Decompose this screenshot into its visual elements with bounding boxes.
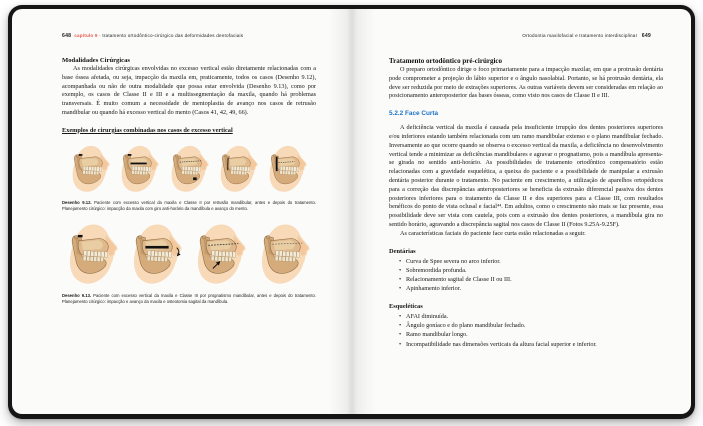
left-page-column xyxy=(62,57,316,305)
left-page-number: 648 xyxy=(62,33,72,39)
skeletal-list-heading: Esqueléticas xyxy=(389,302,423,310)
jaw-illustration xyxy=(192,222,250,289)
left-subheading: Exemplos de cirurgias combinadas nos casos de excesso vertical xyxy=(62,126,233,134)
skeletal-list xyxy=(399,312,663,349)
list-item: • Relacionamento sagital de Classe II ou III. xyxy=(399,275,663,284)
list-item: • Sobremordida profunda. xyxy=(399,266,663,275)
list-item: • Curva de Spee severa no arco inferior. xyxy=(399,257,663,266)
figure2-caption xyxy=(62,293,316,305)
jaw-illustration xyxy=(265,144,310,196)
left-header-section-title: · tratamento ortodôntico-cirúrgico das deformidades dentofaciais xyxy=(97,33,244,38)
figure2-text: Paciente com excesso vertical da maxila e Classe III por prognatismo mandibular, antes e depois do tratamento. Planejamento cirúrgico: impacção e avanço da maxila e osteotomia sagital da mandíbula. xyxy=(62,292,316,305)
right-page-number: 649 xyxy=(641,33,651,39)
jaw-illustration xyxy=(167,144,212,196)
right-paragraph-2: A deficiência vertical da maxila é causada pela insuficiente irrupção dos dentes posteriores superiores e/ou inferiores estando também relacionada com um ramo mandibular extenso e o plano mandibular fechado. Inversamente ao que ocorre quando se observa o excesso vertical da maxila, a deficiência no desenvolvimento vertical tende a minimizar as deficiências mandibulares e agravar o prognatismo, pois a mandíbula apresenta-se girada no sentido anti-horário. As possibilidades de tratamento ortodôntico compensatório estão relacionadas com a gravidade esquelética, a queixa do paciente e a possibilidade de manipular a extrusão dentária posterior durante o tratamento. No paciente em crescimento, a utilização de aparelhos ortopédicos para a correção das discrepâncias anteroposteriores se beneficia da extrusão diferencial passiva dos dentes posteriores inferiores para o tratamento da Classe II e dos superiores para a Classe III, com resultados benéficos do ponto de vista oclusal e facial⁴⁴. Em adultos, como o crescimento não mais se faz presente, essa possibilidade deve ser vista com cautela, pois com a extrusão dos dentes posteriores, a mandíbula gira no sentido horário, agravando a discrepância sagital nos casos de Classe II (Fotos 9.25A-9.25F). xyxy=(389,124,663,228)
list-item: • Ângulo goníaco e do plano mandibular fechado. xyxy=(399,321,663,330)
figure1-label: Desenho 9.12. xyxy=(62,199,92,205)
jaw-illustration xyxy=(128,222,186,289)
figure-row-9-13 xyxy=(62,222,316,289)
jaw-illustration xyxy=(64,222,122,289)
list-item: • AFAI diminuída. xyxy=(399,312,663,321)
jaw-illustration xyxy=(216,144,261,196)
jaw-illustration xyxy=(256,222,314,289)
book-cover-frame xyxy=(8,5,695,419)
book-pages xyxy=(12,9,691,414)
right-header-title: Ortodontia maxilofacial e tratamento interdisciplinar xyxy=(522,33,638,38)
jaw-illustration xyxy=(68,144,113,196)
figure-row-9-12 xyxy=(62,144,316,196)
page-gutter xyxy=(329,9,375,414)
list-item: • Apinhamento inferior. xyxy=(399,284,663,293)
left-paragraph: As modalidades cirúrgicas envolvidas no excesso vertical estão diretamente relacionadas com a base óssea afetada, ou seja, impacção da maxila em, praticamente, todos os casos (Desenho 9.12), acompanhada ou não de outra modalidade que possa estar envolvida (Desenho 9.13), como por exemplo, os casos de Classe II e III e a multissegmentação da maxila, quando há problemas transversais. É muito comum a necessidade de mentoplastia de avanço nos casos de retrusão mandibular ou quando há excesso vertical do mento (Casos 41, 42, 49, 66). xyxy=(62,65,316,116)
right-running-header xyxy=(522,33,651,39)
right-page-column xyxy=(389,57,663,349)
left-heading: Modalidades Cirúrgicas xyxy=(62,57,130,64)
left-running-header xyxy=(62,33,243,39)
section-heading-face-curta: 5.2.2 Face Curta xyxy=(389,110,439,118)
right-paragraph-1: O preparo ortodôntico dirige o foco primariamente para a impacção maxilar, em que a protrusão dentária pode comprometer a projeção do lábio superior e o ângulo nasolabial. Portanto, se há protrusão dentária, ela deve ser reduzida por meio de extrações superiores. As outras variáveis devem ser consideradas em relação ao posicionamento anteroposterior das bases ósseas, como visto nos casos de Classe II e III. xyxy=(389,66,663,100)
dental-list xyxy=(399,257,663,294)
figure1-caption xyxy=(62,200,316,212)
right-heading: Tratamento ortodôntico pré-cirúrgico xyxy=(389,57,503,65)
figure1-text: Paciente com excesso vertical da maxila e Classe II por retrusão mandibular, antes e depois do tratamento. Planejamento cirúrgico: impacção da maxila com giro anti-horário da mandíbula e avanço do mento. xyxy=(62,199,316,211)
figure2-label: Desenho 9.13. xyxy=(62,292,92,298)
left-header-section-label: capítulo 9 xyxy=(74,33,98,38)
list-item: • Ramo mandibular longo. xyxy=(399,330,663,339)
jaw-illustration xyxy=(117,144,162,196)
dental-list-heading: Dentárias xyxy=(389,247,416,255)
right-paragraph-3: As características faciais do paciente face curta estão relacionadas a seguir. xyxy=(400,229,586,237)
list-item: • Incompatibilidade nas dimensões verticais da altura facial superior e inferior. xyxy=(399,340,663,349)
